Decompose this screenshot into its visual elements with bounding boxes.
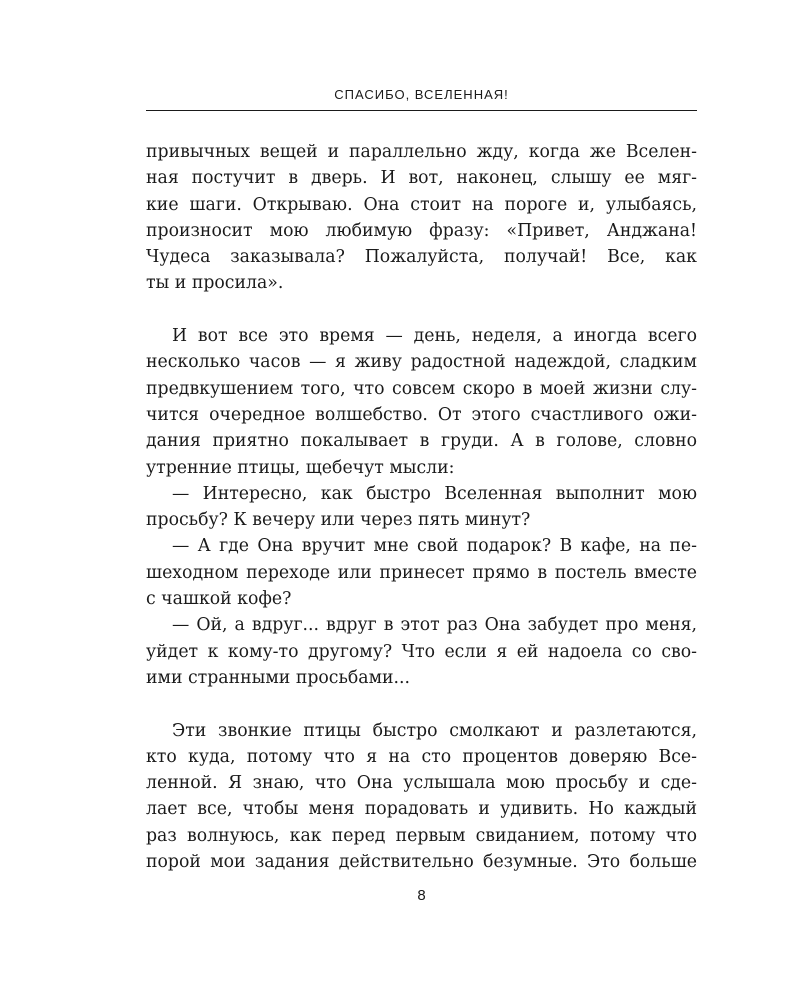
text-line: чится очередное волшебство. От этого счастливого ожи- [146, 404, 697, 425]
text-line: ты и просила». [146, 273, 284, 294]
text-line: Чудеса заказывала? Пожалуйста, получай! Все, как [146, 247, 697, 268]
text-line: — Ой, а вдруг... вдруг в этот раз Она забудет про меня, [172, 615, 697, 636]
running-title: СПАСИБО, ВСЕЛЕННАЯ! [334, 87, 509, 102]
dialogue-1 [146, 481, 697, 534]
text-line: ная постучит в дверь. И вот, наконец, слышу ее мяг- [146, 168, 697, 189]
paragraph-gap [146, 691, 697, 717]
paragraph-2 [146, 323, 697, 481]
text-line: — Интересно, как быстро Вселенная выполнит мою [172, 483, 697, 504]
text-line: раз волнуюсь, как перед первым свиданием, потому что [146, 825, 697, 846]
text-line: И вот все это время — день, неделя, а иногда всего [172, 326, 697, 347]
text-line: — А где Она вручит мне свой подарок? В кафе, на пе- [172, 536, 697, 557]
text-line: шеходном переходе или принесет прямо в постель вместе [146, 562, 697, 583]
text-line: привычных вещей и параллельно жду, когда же Вселен- [146, 142, 697, 162]
text-line: кие шаги. Открываю. Она стоит на пороге и, улыбаясь, [146, 194, 697, 215]
text-line: Эти звонкие птицы быстро смолкают и разлетаются, [172, 720, 697, 741]
dialogue-3 [146, 612, 697, 691]
page-number: 8 [417, 887, 426, 904]
text-line: с чашкой кофе? [146, 589, 292, 610]
text-line: порой мои задания действительно безумные. Это больше [146, 852, 697, 873]
dialogue-2 [146, 533, 697, 612]
text-line: лает все, чтобы меня порадовать и удивить. Но каждый [146, 799, 697, 820]
text-line: утренние птицы, щебечут мысли: [146, 457, 455, 478]
paragraph-gap [146, 297, 697, 323]
text-line: уйдет к кому-то другому? Что если я ей надоела со сво- [146, 641, 697, 662]
body-text [146, 139, 697, 875]
text-line: несколько часов — я живу радостной надеждой, сладким [146, 352, 697, 373]
text-line: ими странными просьбами... [146, 667, 411, 688]
text-line: дания приятно покалывает в груди. А в голове, словно [146, 431, 697, 452]
text-line: кто куда, потому что я на сто процентов доверяю Все- [146, 746, 697, 767]
text-line: просьбу? К вечеру или через пять минут? [146, 510, 531, 531]
text-line: предвкушением того, что совсем скоро в моей жизни слу- [146, 378, 697, 399]
text-line: произносит мою любимую фразу: «Привет, Анджана! [146, 220, 697, 241]
paragraph-1 [146, 139, 697, 297]
header-rule [146, 110, 697, 111]
paragraph-3 [146, 718, 697, 876]
text-line: ленной. Я знаю, что Она услышала мою просьбу и сде- [146, 773, 697, 794]
